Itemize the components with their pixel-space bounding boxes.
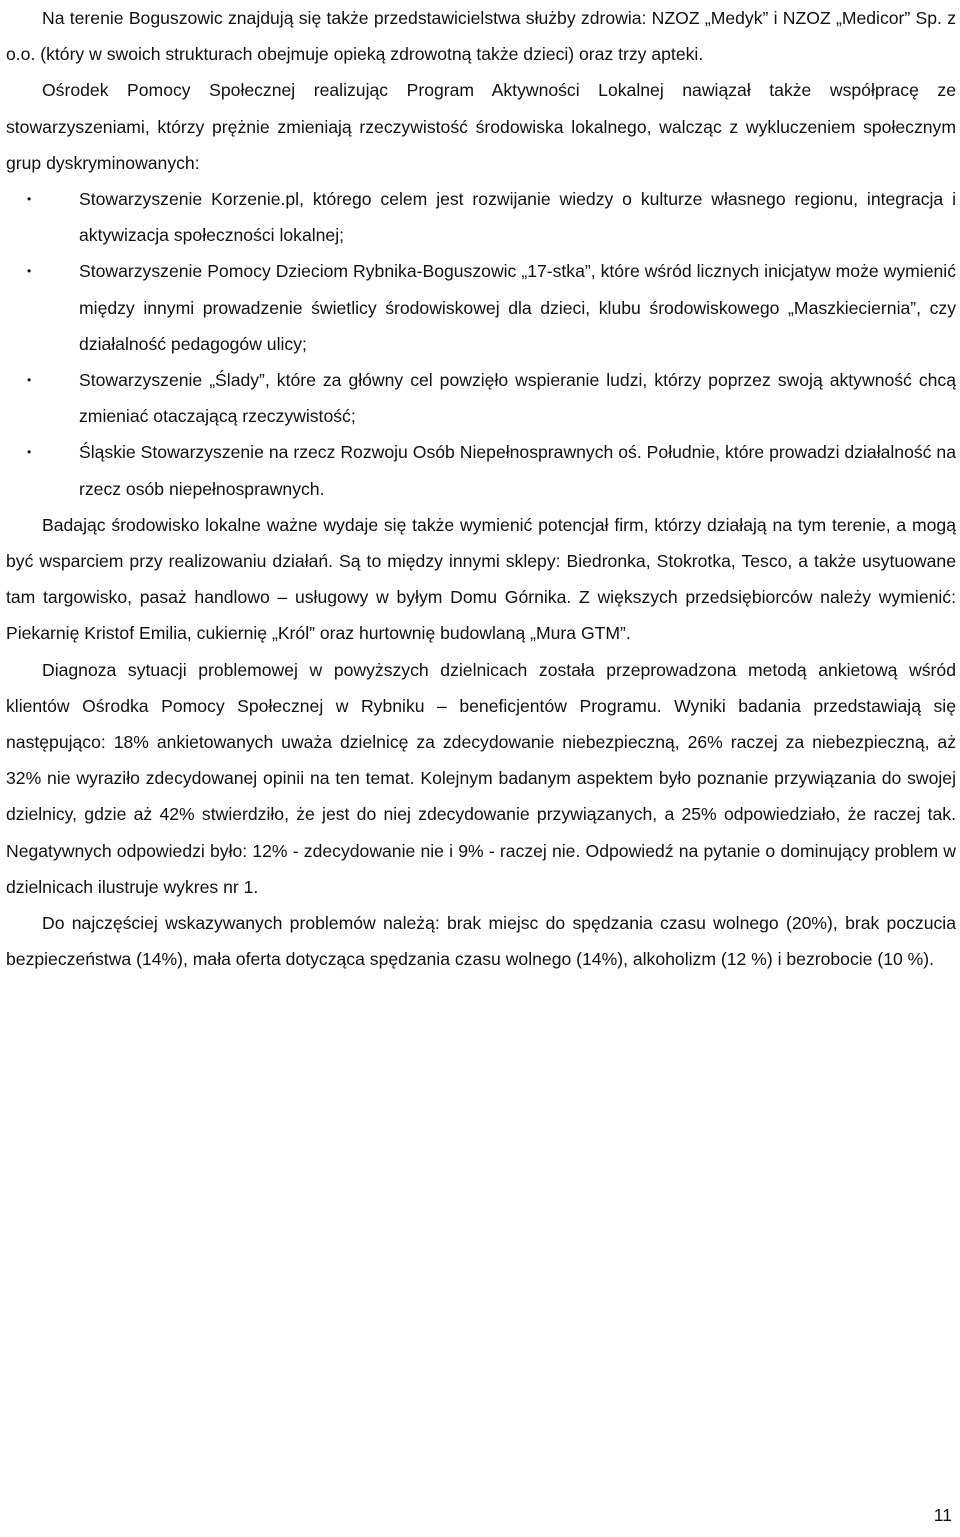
paragraph-cooperation: Ośrodek Pomocy Społecznej realizując Program Aktywności Lokalnej nawiązał także współpracę ze stowarzyszeniami, którzy prężnie zmieniają rzeczywistość środowiska lokalnego, walcząc z wykluczeniem społecznym grup dyskryminowanych: xyxy=(6,80,956,173)
bullet-icon: • xyxy=(27,192,32,207)
paragraph-survey-diagnosis: Diagnoza sytuacji problemowej w powyższych dzielnicach została przeprowadzona metodą ankietową wśród klientów Ośrodka Pomocy Społecznej w Rybniku – beneficjentów Programu. Wyniki badania przedstawiają się następująco: 18% ankietowanych uważa dzielnicę za zdecydowanie niebezpieczną, 26% raczej za niebezpieczną, aż 32% nie wyraziło zdecydowanej opinii na ten temat. Kolejnym badanym aspektem było poznanie przywiązania do swojej dzielnicy, gdzie aż 42% stwierdziło, że jest do niej zdecydowanie przywiązanych, a 25% odpowiedziało, że raczej tak. Negatywnych odpowiedzi było: 12% - zdecydowanie nie i 9% - raczej nie. Odpowiedź na pytanie o dominujący problem w dzielnicach ilustruje wykres nr 1. xyxy=(6,659,956,897)
list-item-text: Śląskie Stowarzyszenie na rzecz Rozwoju Osób Niepełnosprawnych oś. Południe, które prowadzi działalność na rzecz osób niepełnosprawnych. xyxy=(79,442,956,499)
list-item xyxy=(6,362,956,434)
bullet-icon: • xyxy=(27,264,32,279)
bullet-icon: • xyxy=(27,445,32,460)
document-body xyxy=(6,0,956,977)
paragraph-top-problems: Do najczęściej wskazywanych problemów należą: brak miejsc do spędzania czasu wolnego (20%), brak poczucia bezpieczeństwa (14%), mała oferta dotycząca spędzania czasu wolnego (14%), alkoholizm (12 %) i bezrobocie (10 %). xyxy=(6,913,956,970)
list-item xyxy=(6,434,956,506)
list-item xyxy=(6,253,956,362)
associations-list xyxy=(6,181,956,507)
paragraph-health-services: Na terenie Boguszowic znajdują się także przedstawicielstwa służby zdrowia: NZOZ „Medyk” i NZOZ „Medicor” Sp. z o.o. (który w swoich strukturach obejmuje opieką zdrowotną także dzieci) oraz trzy apteki. xyxy=(6,8,956,65)
bullet-icon: • xyxy=(27,373,32,388)
list-item xyxy=(6,181,956,253)
list-item-text: Stowarzyszenie Pomocy Dzieciom Rybnika-Boguszowic „17-stka”, które wśród licznych inicjatyw może wymienić między innymi prowadzenie świetlicy środowiskowej dla dzieci, klubu środowiskowego „Maszkieciernia”, czy działalność pedagogów ulicy; xyxy=(79,261,956,354)
list-item-text: Stowarzyszenie „Ślady”, które za główny cel powzięło wspieranie ludzi, którzy poprzez swoją aktywność chcą zmieniać otaczającą rzeczywistość; xyxy=(79,370,956,427)
page-number: 11 xyxy=(933,1505,952,1525)
list-item-text: Stowarzyszenie Korzenie.pl, którego celem jest rozwijanie wiedzy o kulturze własnego regionu, integracja i aktywizacja społeczności lokalnej; xyxy=(79,189,956,246)
paragraph-local-businesses: Badając środowisko lokalne ważne wydaje się także wymienić potencjał firm, którzy działają na tym terenie, a mogą być wsparciem przy realizowaniu działań. Są to między innymi sklepy: Biedronka, Stokrotka, Tesco, a także usytuowane tam targowisko, pasaż handlowo – usługowy w byłym Domu Górnika. Z większych przedsiębiorców należy wymienić: Piekarnię Kristof Emilia, cukiernię „Król” oraz hurtownię budowlaną „Mura GTM”. xyxy=(6,514,956,644)
